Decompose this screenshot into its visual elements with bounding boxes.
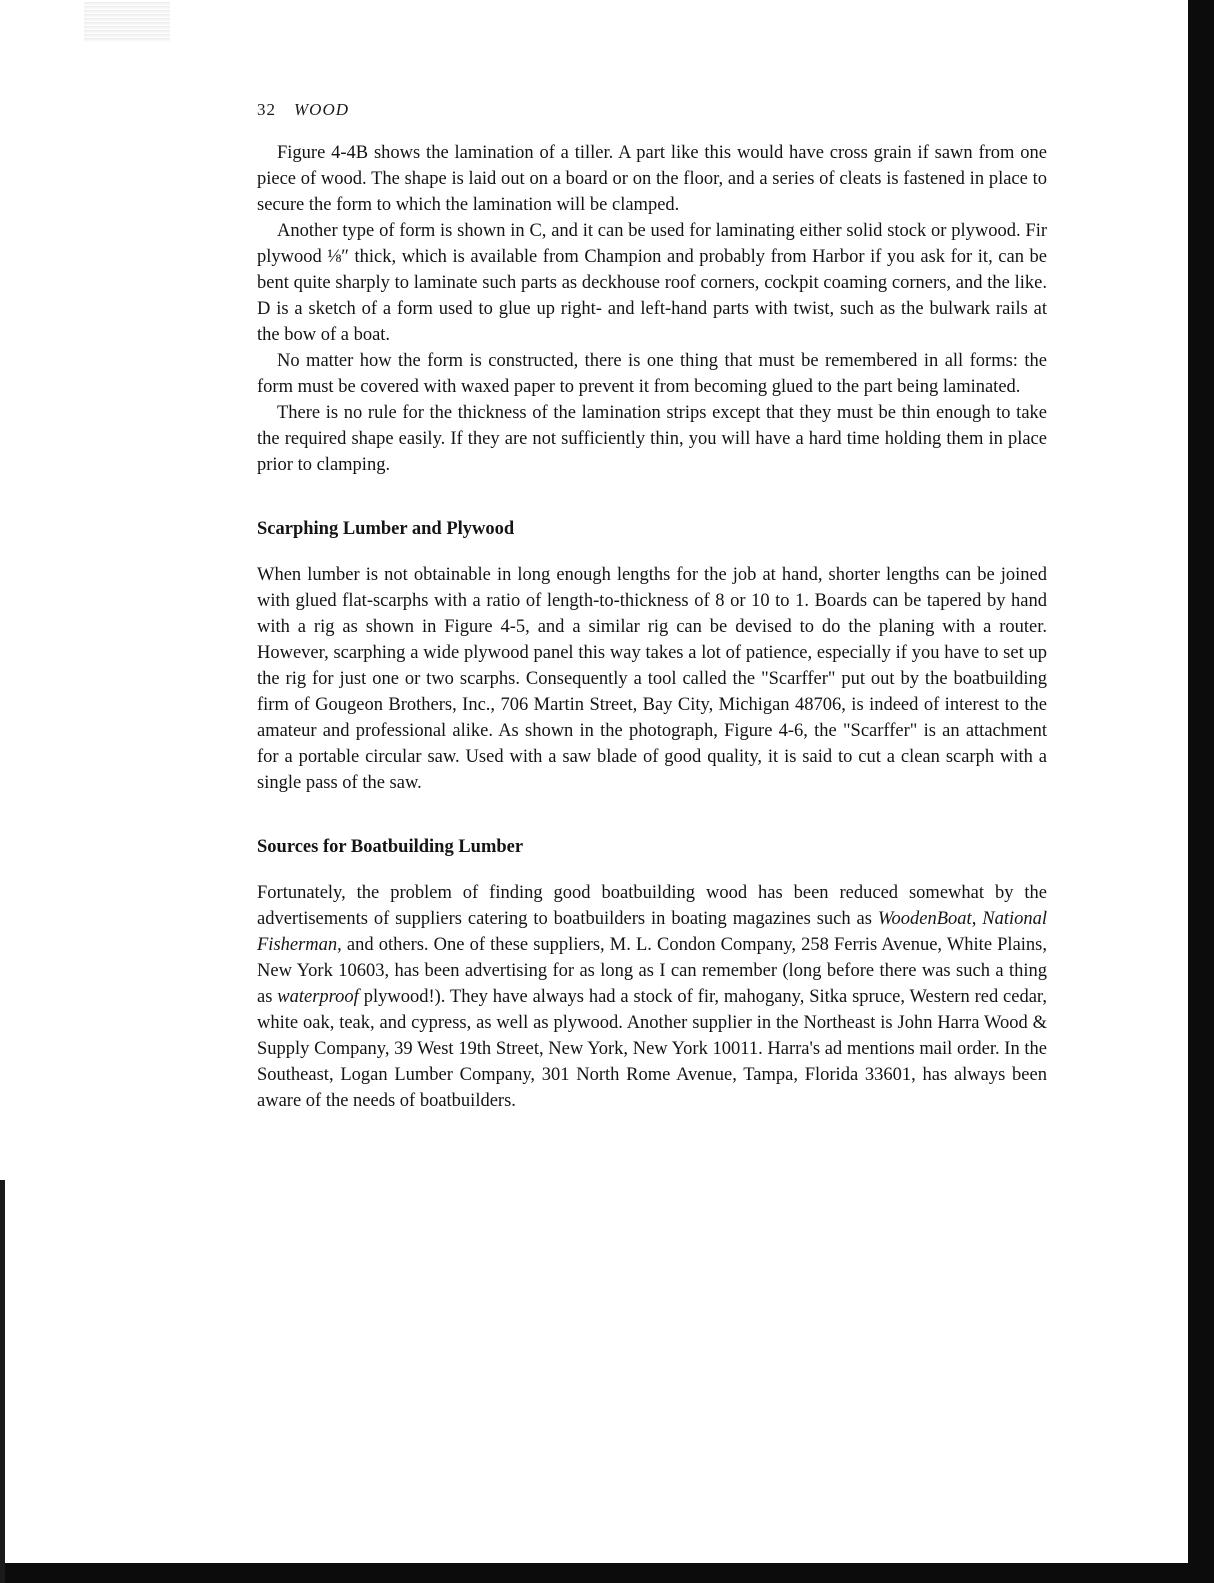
sources-text-part-2: , and others. One of these suppliers, M. L. Condon Company, 258 Ferris Avenue, White Plains, New York 10603, has been advertising for as long as I can remember (long before there was such a thing as: [257, 935, 1047, 1007]
sources-text-part-1: Fortunately, the problem of finding good boatbuilding wood has been reduced somewhat by the advertisements of suppliers catering to boatbuilders in boating magazines such as: [257, 883, 1047, 929]
emphasis-waterproof: waterproof: [277, 987, 359, 1007]
paragraph-strip-thickness: There is no rule for the thickness of the lamination strips except that they must be thin enough to take the required shape easily. If they are not sufficiently thin, you will have a hard time holding them in place prior to clamping.: [257, 403, 1047, 475]
sources-text-part-3: plywood!). They have always had a stock of fir, mahogany, Sitka spruce, Western red cedar, white oak, teak, and cypress, as well as plywood. Another supplier in the Northeast is John Harra Wood & Supply Company, 39 West 19th Street, New York, New York 10011. Harra's ad mentions mail order. In the Southeast, Logan Lumber Company, 301 North Rome Avenue, Tampa, Florida 33601, has always been aware of the needs of boatbuilders.: [257, 987, 1047, 1111]
page-number: 32: [257, 100, 276, 119]
section-heading-sources: Sources for Boatbuilding Lumber: [257, 837, 524, 857]
paragraph-scarphing: When lumber is not obtainable in long enough lengths for the job at hand, shorter lengths can be joined with glued flat-scarphs with a ratio of length-to-thickness of 8 or 10 to 1. Boards can be tapered by hand with a rig as shown in Figure 4-5, and a similar rig can be devised to do the planing with a router. However, scarphing a wide plywood panel this way takes a lot of patience, especially if you have to set up the rig for just one or two scarphs. Consequently a tool called the "Scarffer" put out by the boatbuilding firm of Gougeon Brothers, Inc., 706 Martin Street, Bay City, Michigan 48706, is indeed of interest to the amateur and professional alike. As shown in the photograph, Figure 4-6, the "Scarffer" is an attachment for a portable circular saw. Used with a saw blade of good quality, it is said to cut a clean scarph with a single pass of the saw.: [257, 565, 1047, 793]
scan-border-right: [1188, 0, 1214, 1583]
running-head-title: WOOD: [294, 100, 349, 119]
running-head: [257, 100, 1047, 120]
paragraph-form-type-c: Another type of form is shown in C, and it can be used for laminating either solid stock or plywood. Fir plywood ⅛″ thick, which is available from Champion and probably from Harbor if you ask for it, can be bent quite sharply to laminate such parts as deckhouse roof corners, cockpit coaming corners, and the like. D is a sketch of a form used to glue up right- and left-hand parts with twist, such as the bulwark rails at the bow of a boat.: [257, 221, 1047, 345]
scan-border-bottom: [0, 1563, 1214, 1583]
book-page: [257, 100, 1047, 1114]
magazine-woodenboat: WoodenBoat: [877, 909, 972, 929]
scan-smudge: [84, 2, 170, 42]
scan-border-left: [0, 1180, 5, 1583]
sources-text-separator: ,: [971, 909, 983, 929]
paragraph-tiller-lamination: Figure 4-4B shows the lamination of a tiller. A part like this would have cross grain if sawn from one piece of wood. The shape is laid out on a board or on the floor, and a series of cleats is fastened in place to secure the form to which the lamination will be clamped.: [257, 143, 1047, 215]
magazine-national-fisherman: National Fisherman: [257, 909, 1047, 955]
section-heading-scarphing: Scarphing Lumber and Plywood: [257, 519, 515, 539]
paragraph-waxed-paper: No matter how the form is constructed, there is one thing that must be remembered in all forms: the form must be covered with waxed paper to prevent it from becoming glued to the part being laminated.: [257, 351, 1047, 397]
paragraph-sources: [257, 880, 1047, 1114]
